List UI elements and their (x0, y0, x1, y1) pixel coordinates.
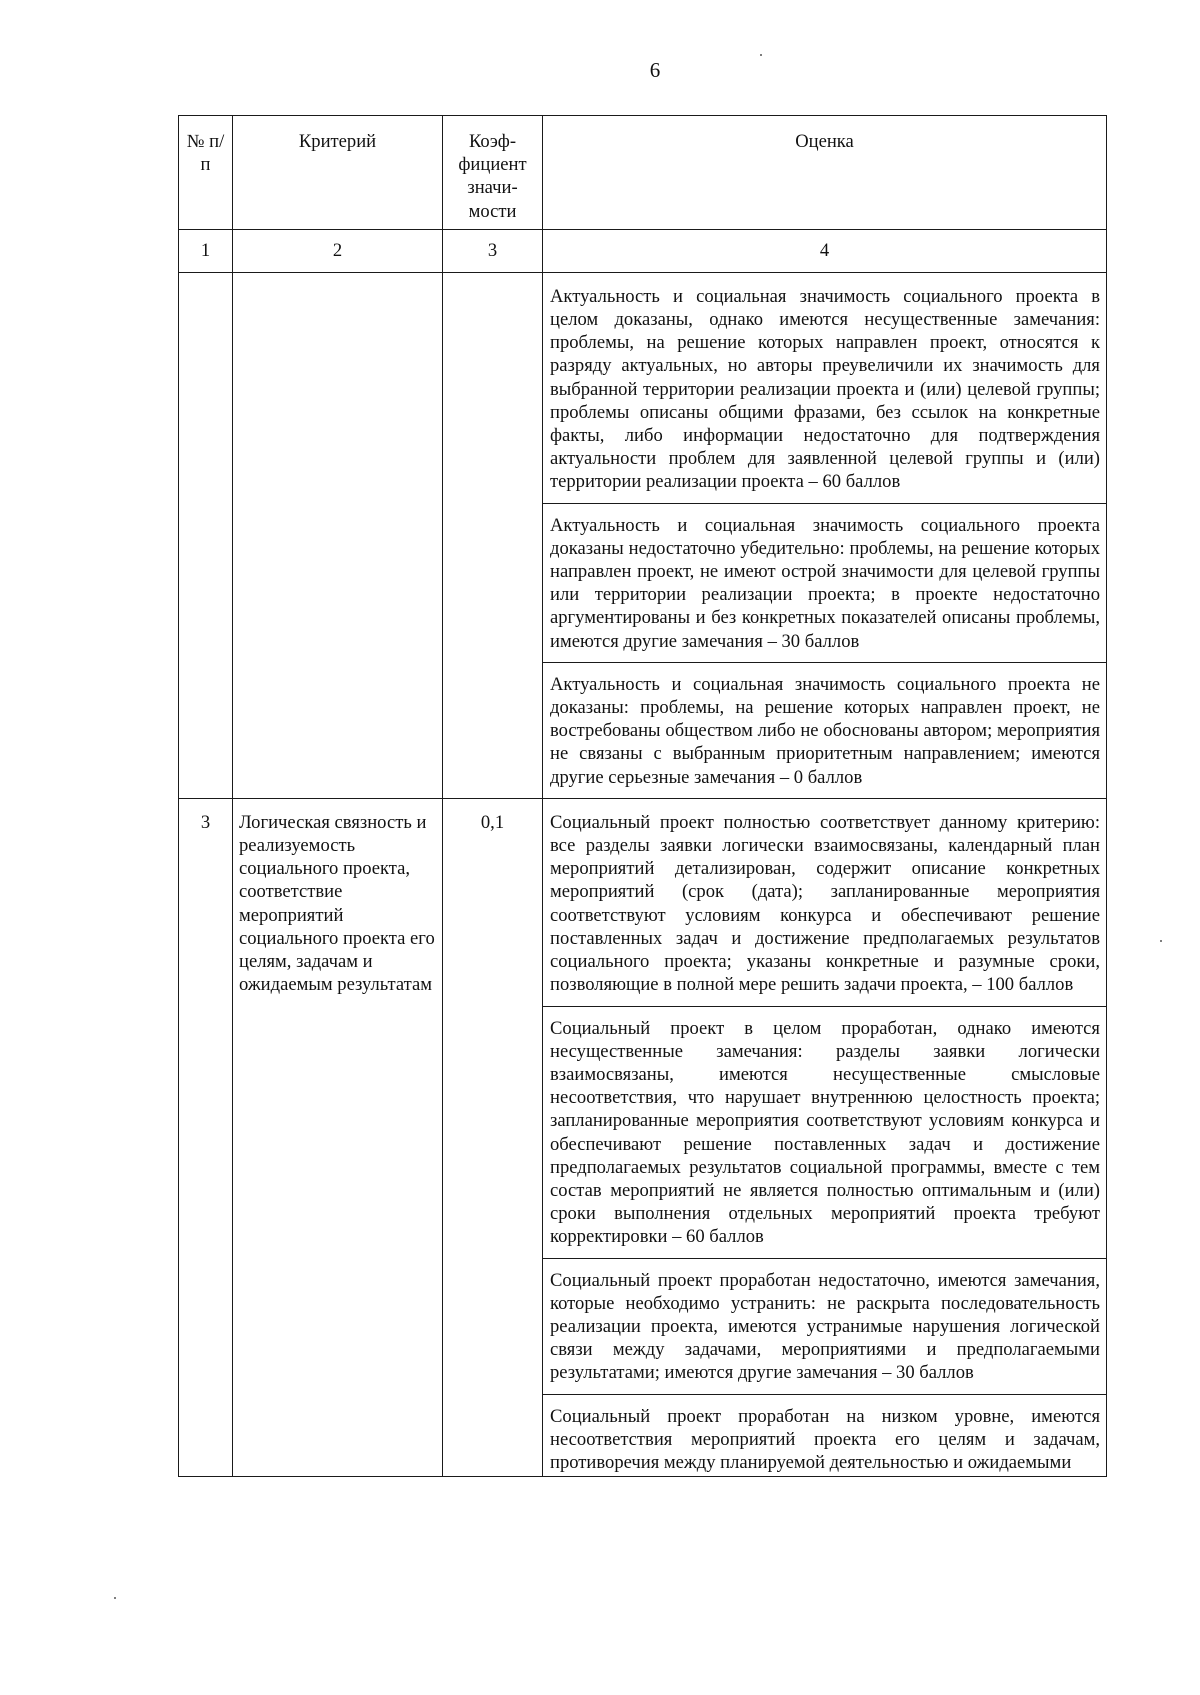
header-coefficient: Коэф-фициент значи-мости (443, 116, 543, 230)
evaluation-cell (543, 272, 1107, 798)
criterion-cell (233, 272, 443, 798)
column-index: 4 (543, 229, 1107, 272)
header-row (179, 116, 1107, 230)
header-evaluation: Оценка (543, 116, 1107, 230)
row-num-cell (179, 272, 233, 798)
evaluation-option (543, 273, 1106, 504)
page-number: 6 (649, 58, 661, 82)
criteria-table (178, 115, 1107, 1477)
row-num-cell: 3 (179, 798, 233, 1476)
header-criterion: Критерий (233, 116, 443, 230)
evaluation-option (543, 1007, 1106, 1259)
coefficient-cell (443, 272, 543, 798)
column-index-row (179, 229, 1107, 272)
column-index: 2 (233, 229, 443, 272)
scan-speck (760, 54, 762, 56)
header-num: № п/п (179, 116, 233, 230)
evaluation-option (543, 663, 1106, 798)
evaluation-option (543, 1259, 1106, 1395)
evaluation-text: Социальный проект проработан на низком уровне, имеются несоответствия мероприятий проекта его целям и задачам, противоречия между планируемой деятельностью и ожидаемыми (550, 1405, 1100, 1473)
column-index: 3 (443, 229, 543, 272)
evaluation-option (543, 799, 1106, 1007)
column-index: 1 (179, 229, 233, 272)
evaluation-text: Социальный проект проработан недостаточно, имеются замечания, которые необходимо устранить: не раскрыта последовательность реализации проекта, имеются устранимые нарушения логической связи между задачами, мероприятиями и предполагаемыми результатами; имеются другие замечания – 30 баллов (550, 1269, 1100, 1384)
table-row-continued (179, 272, 1107, 798)
evaluation-text: Актуальность и социальная значимость социального проекта доказаны недостаточно убедительно: проблемы, на решение которых направлен проект, не имеют острой значимости для целевой группы или территории реализации проекта; в проекте недостаточно аргументированы и без конкретных показателей описаны проблемы, имеются другие замечания – 30 баллов (550, 514, 1100, 652)
criterion-cell: Логическая связность и реализуемость социального проекта, соответствие мероприятий социального проекта его целям, задачам и ожидаемым результатам (233, 798, 443, 1476)
evaluation-option (543, 1395, 1106, 1477)
evaluation-text: Актуальность и социальная значимость социального проекта в целом доказаны, однако имеются несущественные замечания: проблемы, на решение которых направлен проект, относятся к разряду актуальных, но авторы преувеличили их значимость для выбранной территории реализации проекта и (или) целевой группы; проблемы описаны общими фразами, без ссылок на конкретные факты, либо информации недостаточно для подтверждения актуальности проблем для заявленной целевой группы и (или) территории реализации проекта – 60 баллов (550, 285, 1100, 493)
evaluation-option (543, 504, 1106, 663)
scan-speck (114, 1597, 116, 1599)
evaluation-text: Социальный проект в целом проработан, однако имеются несущественные замечания: разделы заявки логически взаимосвязаны, имеются несущественные смысловые несоответствия, что нарушает внутреннюю целостность проекта; запланированные мероприятия соответствуют условиям конкурса и обеспечивают решение поставленных задач и достижение предполагаемых результатов социальной программы, вместе с тем состав мероприятий не является полностью оптимальным и (или) сроки выполнения отдельных мероприятий проекта требуют корректировки – 60 баллов (550, 1017, 1100, 1248)
evaluation-text: Социальный проект полностью соответствует данному критерию: все разделы заявки логически взаимосвязаны, календарный план мероприятий детализирован, содержит описание конкретных мероприятий (срок (дата); запланированные мероприятия соответствуют условиям конкурса и обеспечивают решение поставленных задач и достижение предполагаемых результатов социального проекта; указаны конкретные и разумные сроки, позволяющие в полной мере решить задачи проекта, – 100 баллов (550, 811, 1100, 996)
evaluation-text: Актуальность и социальная значимость социального проекта не доказаны: проблемы, на решение которых направлен проект, не востребованы обществом либо не обоснованы автором; мероприятия не связаны с выбранным приоритетным направлением; имеются другие серьезные замечания – 0 баллов (550, 673, 1100, 788)
scan-speck (1160, 940, 1162, 942)
table-row-3 (179, 798, 1107, 1476)
coefficient-cell: 0,1 (443, 798, 543, 1476)
evaluation-cell (543, 798, 1107, 1476)
